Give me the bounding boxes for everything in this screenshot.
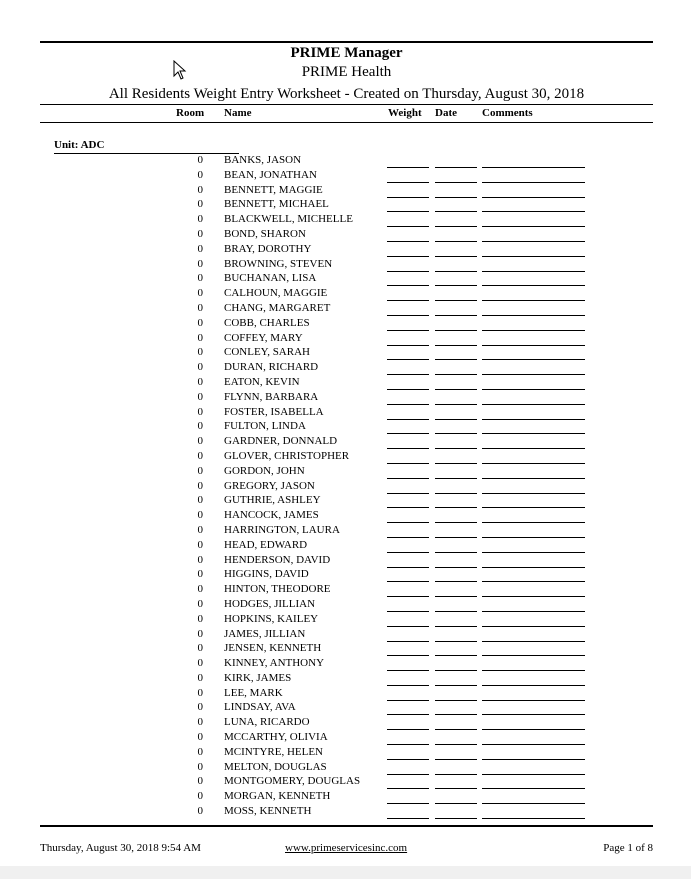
room-cell: 0 bbox=[197, 657, 203, 670]
resident-name-cell: MONTGOMERY, DOUGLAS bbox=[224, 775, 361, 788]
footer-page-number: Page 1 of 8 bbox=[603, 842, 653, 854]
table-row bbox=[0, 361, 691, 376]
arrow-cursor-icon bbox=[173, 60, 187, 80]
date-entry-line[interactable] bbox=[435, 818, 477, 819]
col-header-comments: Comments bbox=[482, 107, 533, 119]
table-row bbox=[0, 228, 691, 243]
resident-name-cell: BROWNING, STEVEN bbox=[224, 257, 333, 270]
table-row bbox=[0, 272, 691, 287]
room-cell: 0 bbox=[197, 731, 203, 744]
table-row bbox=[0, 642, 691, 657]
table-row bbox=[0, 435, 691, 450]
table-row bbox=[0, 568, 691, 583]
room-cell: 0 bbox=[197, 390, 203, 403]
room-cell: 0 bbox=[197, 523, 203, 536]
unit-label: Unit: ADC bbox=[54, 139, 105, 151]
resident-name-cell: HIGGINS, DAVID bbox=[224, 568, 309, 581]
room-cell: 0 bbox=[197, 198, 203, 211]
resident-name-cell: HINTON, THEODORE bbox=[224, 583, 331, 596]
room-cell: 0 bbox=[197, 612, 203, 625]
room-cell: 0 bbox=[197, 494, 203, 507]
table-row bbox=[0, 539, 691, 554]
report-title: All Residents Weight Entry Worksheet - Created on Thursday, August 30, 2018 bbox=[108, 86, 585, 102]
room-cell: 0 bbox=[197, 361, 203, 374]
table-row bbox=[0, 317, 691, 332]
table-row bbox=[0, 598, 691, 613]
app-title: PRIME Manager bbox=[290, 45, 403, 61]
table-row bbox=[0, 701, 691, 716]
comments-entry-line[interactable] bbox=[482, 818, 585, 819]
resident-name-cell: BANKS, JASON bbox=[224, 154, 302, 166]
table-row bbox=[0, 287, 691, 302]
col-header-name: Name bbox=[224, 107, 252, 119]
table-row bbox=[0, 628, 691, 643]
resident-name-cell: BLACKWELL, MICHELLE bbox=[224, 213, 353, 226]
table-row bbox=[0, 613, 691, 628]
room-cell: 0 bbox=[197, 183, 203, 196]
table-row bbox=[0, 198, 691, 213]
table-row bbox=[0, 509, 691, 524]
table-row bbox=[0, 450, 691, 465]
room-cell: 0 bbox=[197, 464, 203, 477]
resident-name-cell: CHANG, MARGARET bbox=[224, 301, 331, 314]
resident-name-cell: MORGAN, KENNETH bbox=[224, 790, 331, 803]
table-row bbox=[0, 731, 691, 746]
table-row bbox=[0, 583, 691, 598]
resident-name-cell: BOND, SHARON bbox=[224, 227, 306, 240]
room-cell: 0 bbox=[197, 479, 203, 492]
table-row bbox=[0, 494, 691, 509]
room-cell: 0 bbox=[197, 227, 203, 240]
resident-name-cell: MELTON, DOUGLAS bbox=[224, 760, 327, 773]
table-row bbox=[0, 554, 691, 569]
room-cell: 0 bbox=[197, 627, 203, 640]
table-row bbox=[0, 391, 691, 406]
table-row bbox=[0, 420, 691, 435]
room-cell: 0 bbox=[197, 213, 203, 226]
room-cell: 0 bbox=[197, 671, 203, 684]
room-cell: 0 bbox=[197, 420, 203, 433]
table-row bbox=[0, 346, 691, 361]
room-cell: 0 bbox=[197, 301, 203, 314]
resident-name-cell: JAMES, JILLIAN bbox=[224, 627, 306, 640]
table-row bbox=[0, 243, 691, 258]
top-rule bbox=[40, 41, 653, 43]
room-cell: 0 bbox=[197, 642, 203, 655]
resident-name-cell: MCCARTHY, OLIVIA bbox=[224, 731, 328, 744]
resident-name-cell: BENNETT, MICHAEL bbox=[224, 198, 329, 211]
room-cell: 0 bbox=[197, 568, 203, 581]
resident-name-cell: MCINTYRE, HELEN bbox=[224, 745, 323, 758]
room-cell: 0 bbox=[197, 242, 203, 255]
resident-name-cell: BUCHANAN, LISA bbox=[224, 272, 317, 285]
resident-name-cell: GUTHRIE, ASHLEY bbox=[224, 494, 321, 507]
footer-rule bbox=[40, 825, 653, 827]
table-row bbox=[0, 154, 691, 169]
resident-name-cell: FOSTER, ISABELLA bbox=[224, 405, 324, 418]
room-cell: 0 bbox=[197, 272, 203, 285]
resident-name-cell: JENSEN, KENNETH bbox=[224, 642, 322, 655]
table-row bbox=[0, 716, 691, 731]
table-row bbox=[0, 790, 691, 805]
room-cell: 0 bbox=[197, 701, 203, 714]
viewer-bottom-strip bbox=[0, 866, 691, 879]
col-header-weight: Weight bbox=[388, 107, 422, 119]
room-cell: 0 bbox=[197, 538, 203, 551]
table-row bbox=[0, 213, 691, 228]
room-cell: 0 bbox=[197, 790, 203, 803]
resident-list bbox=[0, 154, 691, 820]
room-cell: 0 bbox=[197, 745, 203, 758]
table-row bbox=[0, 761, 691, 776]
room-cell: 0 bbox=[197, 346, 203, 359]
org-name: PRIME Health bbox=[301, 64, 392, 80]
room-cell: 0 bbox=[197, 686, 203, 699]
resident-name-cell: DURAN, RICHARD bbox=[224, 361, 319, 374]
room-cell: 0 bbox=[197, 316, 203, 329]
room-cell: 0 bbox=[197, 597, 203, 610]
room-cell: 0 bbox=[197, 760, 203, 773]
room-cell: 0 bbox=[197, 583, 203, 596]
resident-name-cell: HEAD, EDWARD bbox=[224, 538, 308, 551]
resident-name-cell: LINDSAY, AVA bbox=[224, 701, 296, 714]
resident-name-cell: HODGES, JILLIAN bbox=[224, 597, 316, 610]
room-cell: 0 bbox=[197, 509, 203, 522]
room-cell: 0 bbox=[197, 449, 203, 462]
resident-name-cell: EATON, KEVIN bbox=[224, 375, 300, 388]
resident-name-cell: GREGORY, JASON bbox=[224, 479, 315, 492]
resident-name-cell: HARRINGTON, LAURA bbox=[224, 523, 340, 536]
table-row bbox=[0, 775, 691, 790]
resident-name-cell: GORDON, JOHN bbox=[224, 464, 305, 477]
col-header-date: Date bbox=[435, 107, 457, 119]
table-row bbox=[0, 406, 691, 421]
resident-name-cell: BRAY, DOROTHY bbox=[224, 242, 312, 255]
resident-name-cell: GLOVER, CHRISTOPHER bbox=[224, 449, 350, 462]
table-row bbox=[0, 805, 691, 820]
room-cell: 0 bbox=[197, 775, 203, 788]
table-row bbox=[0, 258, 691, 273]
table-row bbox=[0, 184, 691, 199]
resident-name-cell: CALHOUN, MAGGIE bbox=[224, 287, 328, 300]
resident-name-cell: FULTON, LINDA bbox=[224, 420, 306, 433]
weight-entry-line[interactable] bbox=[387, 818, 429, 819]
room-cell: 0 bbox=[197, 716, 203, 729]
table-row bbox=[0, 465, 691, 480]
resident-name-cell: CONLEY, SARAH bbox=[224, 346, 310, 359]
room-cell: 0 bbox=[197, 257, 203, 270]
resident-name-cell: COBB, CHARLES bbox=[224, 316, 310, 329]
room-cell: 0 bbox=[197, 375, 203, 388]
header-rule-bottom bbox=[40, 122, 653, 123]
room-cell: 0 bbox=[197, 154, 203, 166]
table-row bbox=[0, 687, 691, 702]
resident-name-cell: KIRK, JAMES bbox=[224, 671, 292, 684]
resident-name-cell: BEAN, JONATHAN bbox=[224, 168, 317, 181]
resident-name-cell: KINNEY, ANTHONY bbox=[224, 657, 325, 670]
resident-name-cell: MOSS, KENNETH bbox=[224, 805, 312, 818]
table-row bbox=[0, 672, 691, 687]
room-cell: 0 bbox=[197, 287, 203, 300]
col-header-room: Room bbox=[176, 107, 205, 119]
table-row bbox=[0, 169, 691, 184]
resident-name-cell: BENNETT, MAGGIE bbox=[224, 183, 323, 196]
table-row bbox=[0, 524, 691, 539]
table-row bbox=[0, 746, 691, 761]
room-cell: 0 bbox=[197, 331, 203, 344]
table-row bbox=[0, 332, 691, 347]
resident-name-cell: LUNA, RICARDO bbox=[224, 716, 310, 729]
resident-name-cell: GARDNER, DONNALD bbox=[224, 435, 338, 448]
table-row bbox=[0, 657, 691, 672]
room-cell: 0 bbox=[197, 805, 203, 818]
room-cell: 0 bbox=[197, 435, 203, 448]
room-cell: 0 bbox=[197, 553, 203, 566]
resident-name-cell: HENDERSON, DAVID bbox=[224, 553, 331, 566]
resident-name-cell: HANCOCK, JAMES bbox=[224, 509, 319, 522]
resident-name-cell: HOPKINS, KAILEY bbox=[224, 612, 319, 625]
footer-url-link[interactable]: www.primeservicesinc.com bbox=[285, 842, 408, 854]
table-row bbox=[0, 302, 691, 317]
resident-name-cell: FLYNN, BARBARA bbox=[224, 390, 319, 403]
room-cell: 0 bbox=[197, 405, 203, 418]
resident-name-cell: LEE, MARK bbox=[224, 686, 283, 699]
table-row bbox=[0, 376, 691, 391]
room-cell: 0 bbox=[197, 168, 203, 181]
footer-datetime: Thursday, August 30, 2018 9:54 AM bbox=[40, 842, 201, 854]
header-rule-top bbox=[40, 104, 653, 105]
resident-name-cell: COFFEY, MARY bbox=[224, 331, 303, 344]
table-row bbox=[0, 480, 691, 495]
